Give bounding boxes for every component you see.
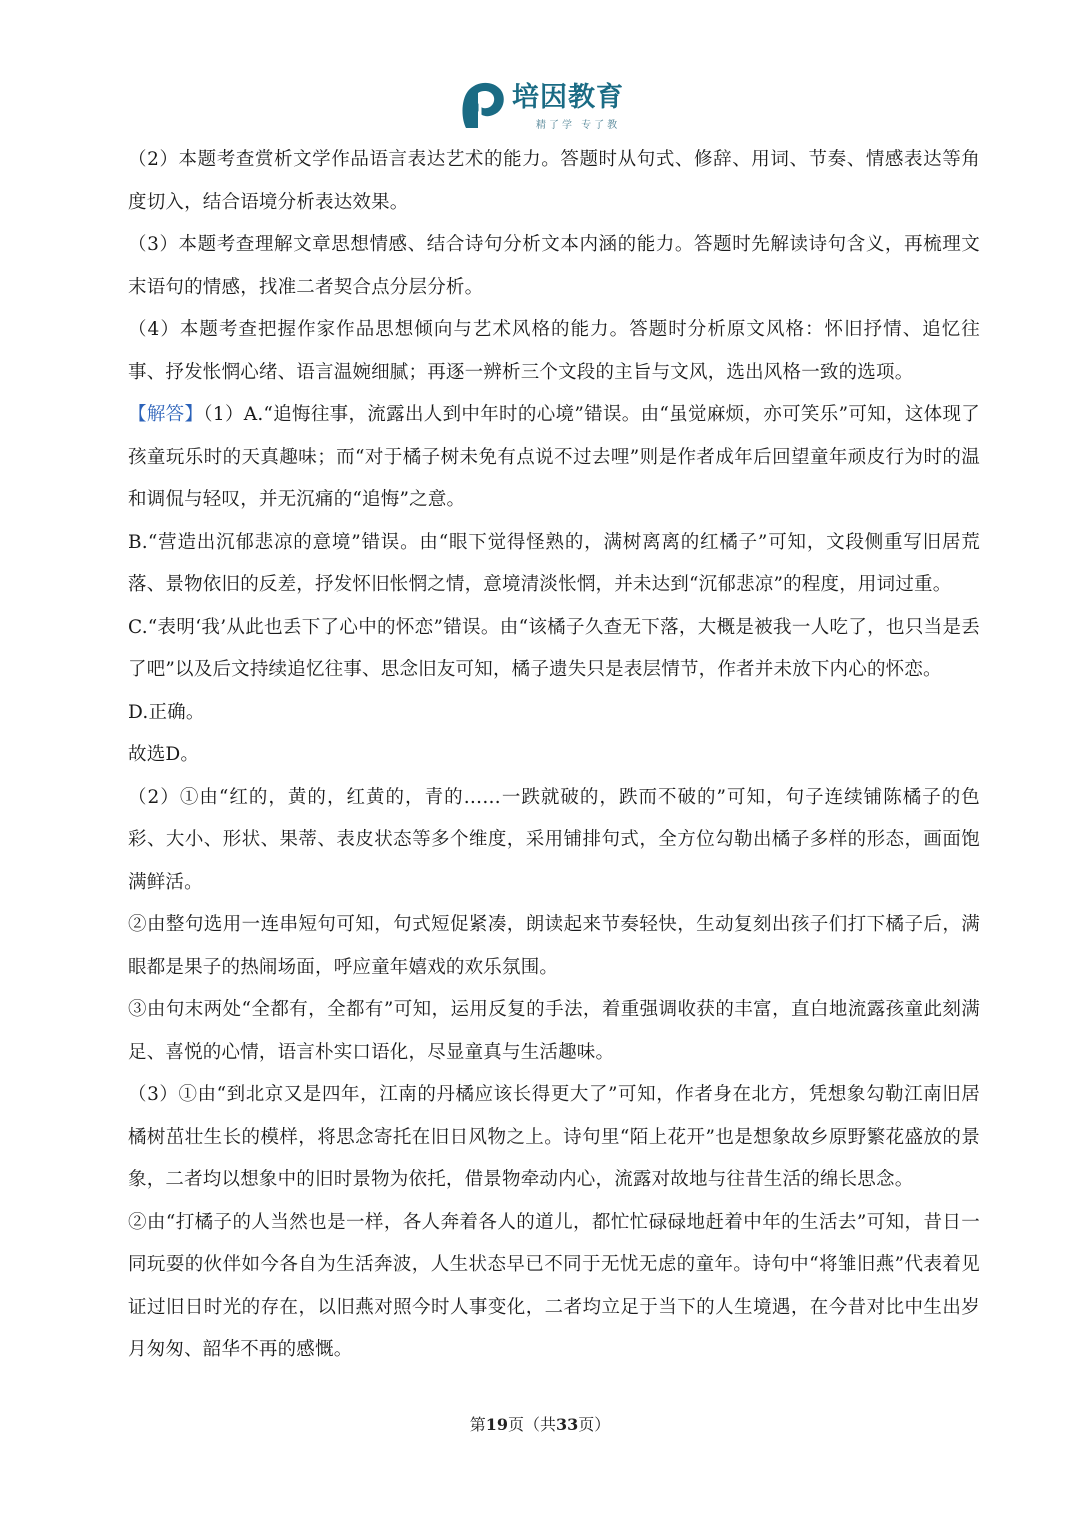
answer-paragraph-b: B.“营造出沉郁悲凉的意境”错误。由“眼下觉得怪熟的，满树离离的红橘子”可知，文段侧重写旧居荒落、景物依旧的反差，抒发怀旧怅惘之情，意境清淡怅惘，并未达到“沉郁悲凉”的程度，用词过重。 [128, 531, 980, 595]
analysis-paragraph-4: （4）本题考查把握作家作品思想倾向与艺术风格的能力。答题时分析原文风格：怀旧抒情、追忆往事、抒发怅惘心绪、语言温婉细腻；再逐一辨析三个文段的主旨与文风，选出风格一致的选项。 [128, 319, 980, 383]
peiyin-p-logo-icon [458, 78, 506, 132]
answer-2-point-1: （2）①由“红的，黄的，红黄的，青的……一跌就破的，跌而不破的”可知，句子连续铺陈橘子的色彩、大小、形状、果蒂、表皮状态等多个维度，采用铺排句式，全方位勾勒出橘子多样的形态，画面饱满鲜活。 [128, 786, 980, 893]
analysis-paragraph-2: （2）本题考查赏析文学作品语言表达艺术的能力。答题时从句式、修辞、用词、节奏、情感表达等角度切入，结合语境分析表达效果。 [128, 149, 980, 213]
brand-name: 培因教育 [512, 82, 624, 113]
footer-prefix: 第 [469, 1415, 486, 1434]
total-page-number: 33 [556, 1415, 579, 1434]
footer-suffix: 页） [578, 1415, 611, 1434]
answer-lead-paragraph [128, 394, 980, 522]
answer-paragraph-d: D.正确。 [128, 701, 205, 723]
answer-3-point-1: （3）①由“到北京又是四年，江南的丹橘应该长得更大了”可知，作者身在北方，凭想象勾勒江南旧居橘树茁壮生长的模样，将思念寄托在旧日风物之上。诗句里“陌上花开”也是想象故乡原野繁花盛放的景象，二者均以想象中的旧时景物为依托，借景物牵动内心，流露对故地与往昔生活的绵长思念。 [128, 1084, 980, 1190]
brand-logo [458, 78, 628, 136]
analysis-paragraph-3: （3）本题考查理解文章思想情感、结合诗句分析文本内涵的能力。答题时先解读诗句含义，再梳理文末语句的情感，找准二者契合点分层分析。 [128, 234, 980, 298]
document-body [128, 139, 980, 1372]
answer-tag: 【解答】 [128, 404, 204, 425]
answer-2-point-3: ③由句末两处“全都有，全都有”可知，运用反复的手法，着重强调收获的丰富，直白地流露孩童此刻满足、喜悦的心情，语言朴实口语化，尽显童真与生活趣味。 [128, 999, 980, 1063]
current-page-number: 19 [485, 1415, 508, 1434]
footer-mid: 页（共 [507, 1415, 556, 1434]
answer-2-point-2: ②由整句选用一连串短句可知，句式短促紧凑，朗读起来节奏轻快，生动复刻出孩子们打下橘子后，满眼都是果子的热闹场面，呼应童年嬉戏的欢乐氛围。 [128, 914, 980, 978]
answer-lead-text: （1）A.“追悔往事，流露出人到中年时的心境”错误。由“虽觉麻烦，亦可笑乐”可知，这体现了孩童玩乐时的天真趣味；而“对于橘子树未免有点说不过去哩”则是作者成年后回望童年顽皮行为时的温和调侃与轻叹，并无沉痛的“追悔”之意。 [128, 404, 980, 510]
answer-paragraph-c: C.“表明‘我’从此也丢下了心中的怀恋”错误。由“该橘子久查无下落，大概是被我一人吃了，也只当是丢了吧”以及后文持续追忆往事、思念旧友可知，橘子遗失只是表层情节，作者并未放下内心的怀恋。 [128, 616, 980, 680]
answer-choice: 故选D。 [128, 744, 200, 765]
page-footer [0, 1412, 1080, 1435]
answer-3-point-2: ②由“打橘子的人当然也是一样，各人奔着各人的道儿，都忙忙碌碌地赶着中年的生活去”可知，昔日一同玩耍的伙伴如今各自为生活奔波，人生状态早已不同于无忧无虑的童年。诗句中“将雏旧燕”代表着见证过旧日时光的存在，以旧燕对照今时人事变化，二者均立足于当下的人生境遇，在今昔对比中生出岁月匆匆、韶华不再的感慨。 [128, 1211, 980, 1360]
brand-slogan: 精了学 专了教 [536, 120, 621, 131]
